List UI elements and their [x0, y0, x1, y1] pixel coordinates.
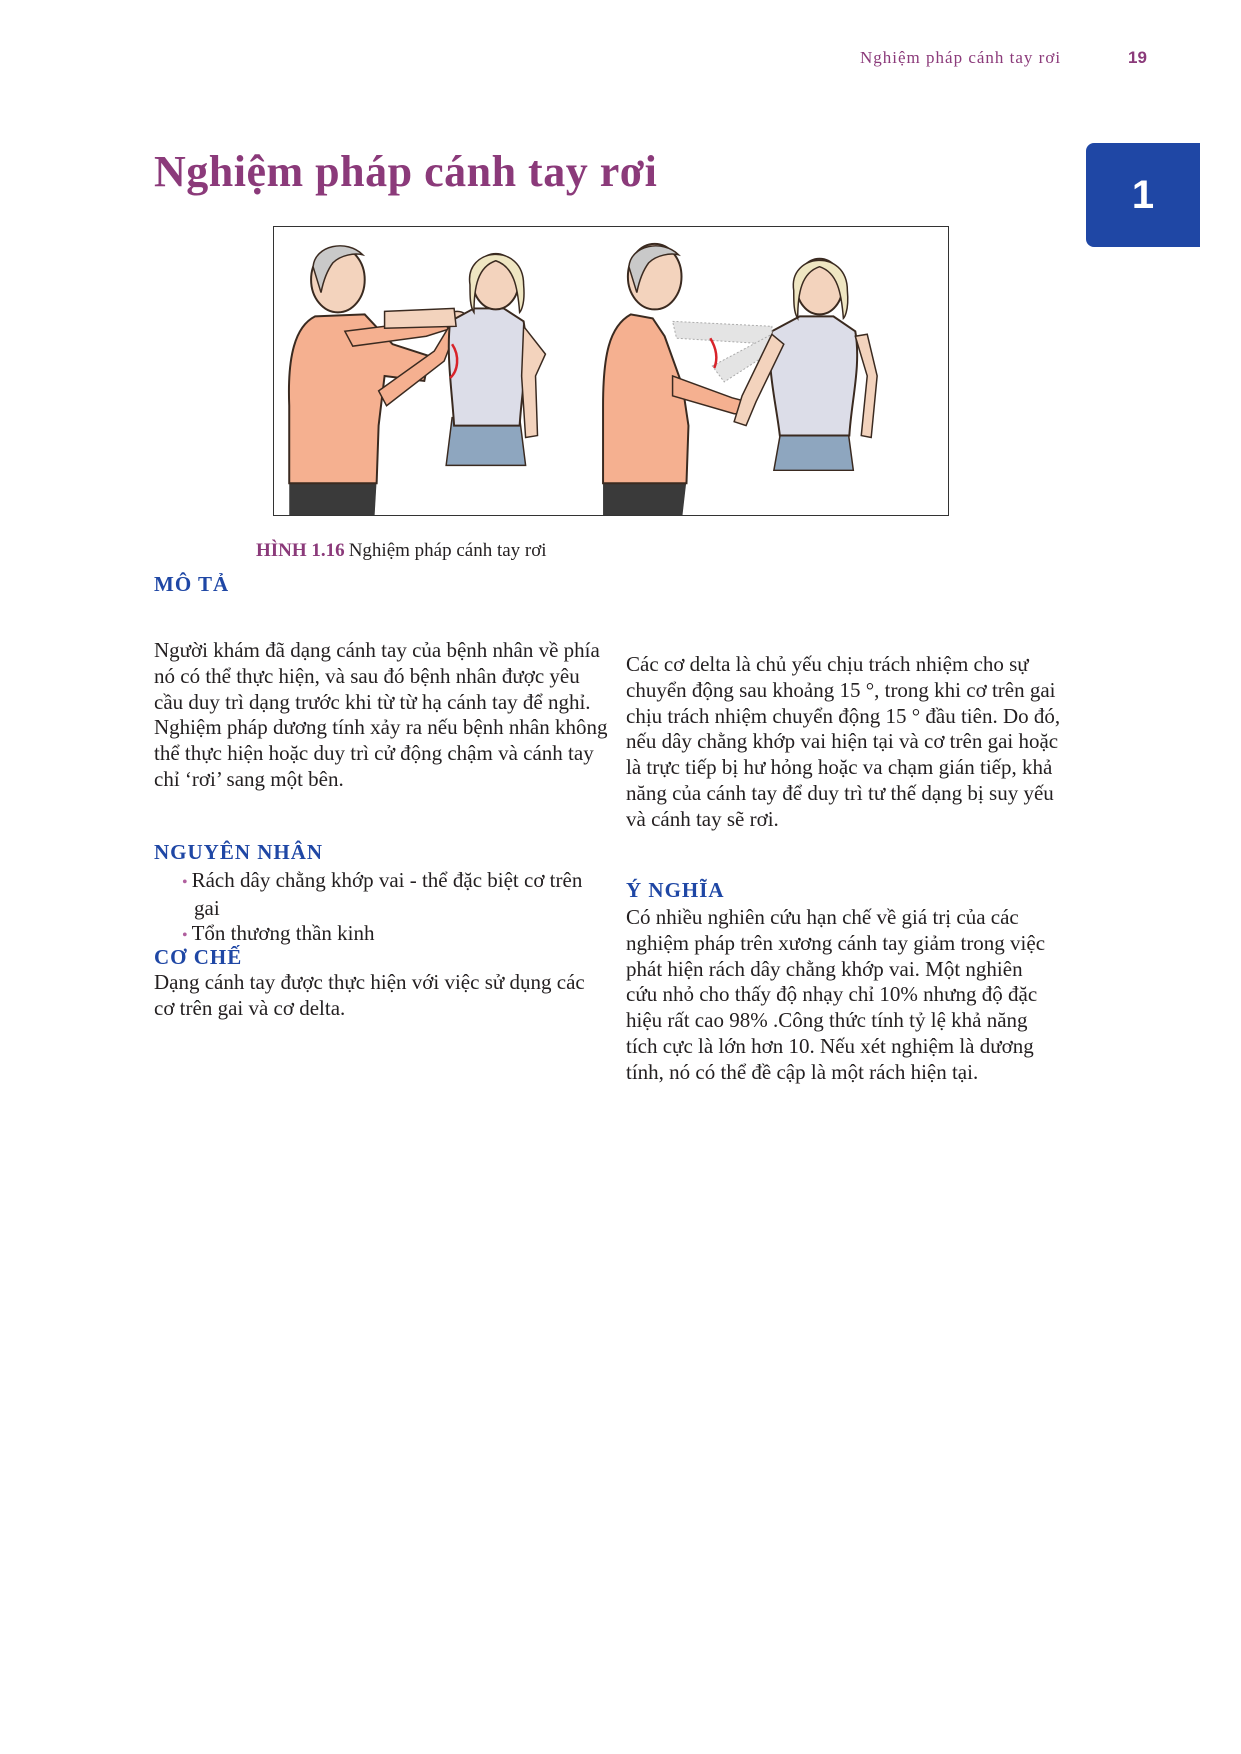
mechanism-text-continued: Các cơ delta là chủ yếu chịu trách nhiệm cho sự chuyển động sau khoảng 15 °, trong khi cơ trên gai chịu trách nhiệm chuyển động 15 ° đầu tiên. Do đó, nếu dây chằng khớp vai hiện tại và cơ trên gai hoặc là trực tiếp bị hư hỏng hoặc va chạm gián tiếp, khả năng của cánh tay để duy trì tư thế dạng bị suy yếu và cánh tay sẽ rơi.: [626, 652, 1061, 831]
page-number: 19: [1128, 48, 1147, 67]
running-header-title: Nghiệm pháp cánh tay rơi: [860, 48, 1062, 67]
mechanism-text: Dạng cánh tay được thực hiện với việc sử dụng các cơ trên gai và cơ delta.: [154, 970, 585, 1020]
drop-arm-test-illustration: [274, 227, 948, 515]
causes-list: [164, 868, 609, 949]
figure-caption: [256, 540, 547, 562]
heading-significance: Ý NGHĨA: [626, 878, 725, 902]
cause-text: Rách dây chằng khớp vai - thể đặc biệt cơ trên gai: [191, 868, 583, 920]
description-text: Người khám đã dạng cánh tay của bệnh nhân về phía nó có thể thực hiện, và sau đó bệnh nhân được yêu cầu duy trì dạng trước khi từ từ hạ cánh tay để nghỉ. Nghiệm pháp dương tính xảy ra nếu bệnh nhân không thể thực hiện hoặc duy trì cử động chậm và cánh tay chỉ ‘rơi’ sang một bên.: [154, 638, 608, 791]
figure-illustration: [273, 226, 949, 516]
figure-label: HÌNH 1.16: [256, 540, 345, 561]
heading-description: MÔ TẢ: [154, 572, 230, 596]
bullet-icon: •: [182, 874, 188, 891]
list-item: [164, 868, 609, 921]
chapter-number: 1: [1131, 172, 1155, 217]
heading-causes: NGUYÊN NHÂN: [154, 840, 324, 864]
heading-mechanism: CƠ CHẾ: [154, 945, 243, 969]
cause-text: Tổn thương thần kinh: [191, 921, 375, 945]
chapter-tab[interactable]: [1086, 143, 1200, 247]
figure-caption-text: Nghiệm pháp cánh tay rơi: [348, 540, 547, 561]
page-title: Nghiệm pháp cánh tay rơi: [154, 147, 658, 196]
panel-1-examiner: [289, 246, 469, 515]
significance-text: Có nhiều nghiên cứu hạn chế về giá trị của các nghiệm pháp trên xương cánh tay giảm trong việc phát hiện rách dây chằng khớp vai. Một nghiên cứu nhỏ cho thấy độ nhạy chỉ 10% nhưng độ đặc hiệu rất cao 98% .Công thức tính tỷ lệ khả năng tích cực là lớn hơn 10. Nếu xét nghiệm là dương tính, nó có thể đề cập là một rách hiện tại.: [626, 905, 1046, 1084]
panel-2-patient: [673, 259, 878, 471]
bullet-icon: •: [182, 927, 188, 944]
